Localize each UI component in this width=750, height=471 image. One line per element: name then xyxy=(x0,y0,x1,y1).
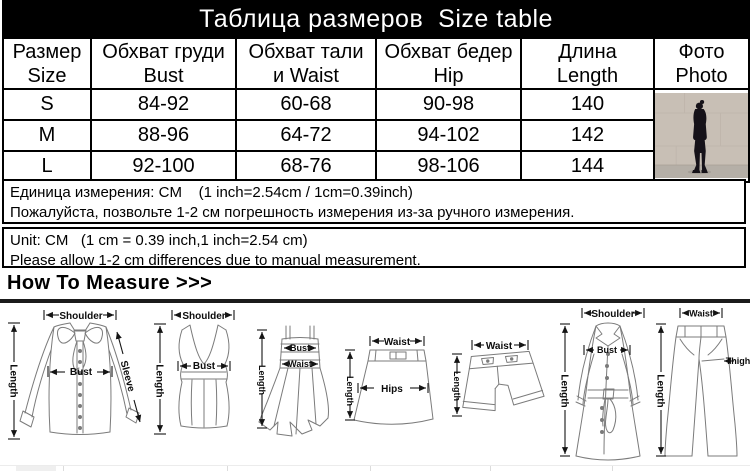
header-length-ru: Длина xyxy=(558,40,617,63)
diagram-shorts xyxy=(446,336,546,431)
blouse-drawing xyxy=(20,323,139,435)
header-waist-en: и Waist xyxy=(273,64,339,87)
measure-label-bust: Bust xyxy=(192,361,216,372)
header-waist-ru: Обхват тали xyxy=(248,40,364,63)
size-table xyxy=(2,0,750,183)
measure-label-waist: Waist xyxy=(485,341,513,352)
header-hip xyxy=(376,38,521,89)
measure-label-hips: Hips xyxy=(381,384,403,395)
cell-l-length: 144 xyxy=(521,151,654,182)
cell-m-size: M xyxy=(3,120,91,151)
how-to-measure-heading: How To Measure >>> xyxy=(7,272,213,294)
measure-label-shoulder: Shoulder xyxy=(182,311,226,322)
next-section-divider xyxy=(63,466,64,471)
diagram-skirt xyxy=(344,332,434,432)
cell-l-waist: 68-76 xyxy=(236,151,376,182)
measure-label-waist: Waist xyxy=(383,337,411,348)
table-row xyxy=(3,89,749,120)
header-bust-ru: Обхват груди xyxy=(102,40,225,63)
diagram-dress xyxy=(254,322,342,440)
measure-label-bust: Bust xyxy=(290,343,310,353)
measure-label-sleeve: Sleeve xyxy=(117,359,137,393)
header-bust xyxy=(91,38,236,89)
cell-s-waist: 60-68 xyxy=(236,89,376,120)
next-section-divider xyxy=(612,466,613,471)
measure-label-thigh: Thigh xyxy=(725,356,750,366)
model-photo xyxy=(655,93,748,178)
measure-label-waist: Waist xyxy=(689,308,713,319)
table-header-row xyxy=(3,38,749,89)
shorts-drawing xyxy=(458,350,545,413)
cell-m-waist: 64-72 xyxy=(236,120,376,151)
cell-s-length: 140 xyxy=(521,89,654,120)
note-ru-line2: Пожалуйста, позвольте 1-2 см погрешность измерения из-за ручного измерения. xyxy=(10,204,575,221)
note-ru-line1: Единица измерения: CM (1 inch=2.54cm / 1cm=0.39inch) xyxy=(10,184,413,201)
cell-m-length: 142 xyxy=(521,120,654,151)
cell-l-size: L xyxy=(3,151,91,182)
measure-label-length: Length xyxy=(257,365,267,395)
header-size-ru: Размер xyxy=(12,40,82,63)
next-section-peek xyxy=(0,465,750,471)
measure-label-bust: Bust xyxy=(597,345,617,355)
table-row xyxy=(3,120,749,151)
measure-label-waist: Waist xyxy=(288,359,312,369)
note-box-en xyxy=(2,227,746,268)
measure-label-length: Length xyxy=(654,374,666,408)
cell-l-hip: 98-106 xyxy=(376,151,521,182)
cell-s-size: S xyxy=(3,89,91,120)
header-photo-ru: Фото xyxy=(678,40,725,63)
cell-m-hip: 94-102 xyxy=(376,120,521,151)
next-section-peek-cell xyxy=(16,466,56,471)
measure-label-length: Length xyxy=(7,364,19,398)
diagram-coat xyxy=(552,304,656,466)
measure-label-shoulder: Shoulder xyxy=(591,309,635,320)
note-box-ru xyxy=(2,179,746,224)
table-title-row xyxy=(3,1,749,38)
next-section-divider xyxy=(227,466,228,471)
diagram-blouse xyxy=(4,306,150,446)
cell-s-hip: 90-98 xyxy=(376,89,521,120)
next-section-divider xyxy=(370,466,371,471)
vneck-drawing xyxy=(179,325,229,428)
note-en-line2: Please allow 1-2 cm differences due to manual measurement. xyxy=(10,252,421,269)
header-hip-en: Hip xyxy=(433,64,464,87)
measure-label-shoulder: Shoulder xyxy=(59,311,103,322)
header-length-en: Length xyxy=(556,64,619,87)
cell-s-bust: 84-92 xyxy=(91,89,236,120)
header-photo xyxy=(654,38,749,89)
header-photo-en: Photo xyxy=(675,64,728,87)
cell-m-bust: 88-96 xyxy=(91,120,236,151)
heading-divider xyxy=(0,299,750,303)
table-title xyxy=(3,1,749,38)
header-waist xyxy=(236,38,376,89)
diagram-vneck-top xyxy=(150,306,250,446)
header-size xyxy=(3,38,91,89)
table-title-text: Таблица размеров Size table xyxy=(199,5,553,33)
header-length xyxy=(521,38,654,89)
measure-label-length: Length xyxy=(452,371,462,401)
header-size-en: Size xyxy=(27,64,67,87)
header-hip-ru: Обхват бедер xyxy=(384,40,513,63)
measure-label-length: Length xyxy=(345,376,355,406)
pants-drawing xyxy=(665,326,737,456)
measure-label-length: Length xyxy=(558,374,570,408)
model-photo-cell xyxy=(654,89,749,182)
measure-label-length: Length xyxy=(153,364,165,398)
diagram-pants xyxy=(652,304,750,466)
table-row xyxy=(3,151,749,182)
measure-diagrams xyxy=(0,304,750,466)
header-bust-en: Bust xyxy=(143,64,184,87)
cell-l-bust: 92-100 xyxy=(91,151,236,182)
next-section-divider xyxy=(490,466,491,471)
coat-drawing xyxy=(576,323,640,460)
note-en-line1: Unit: CM (1 cm = 0.39 inch,1 inch=2.54 cm) xyxy=(10,232,308,249)
measure-label-bust: Bust xyxy=(69,367,93,378)
